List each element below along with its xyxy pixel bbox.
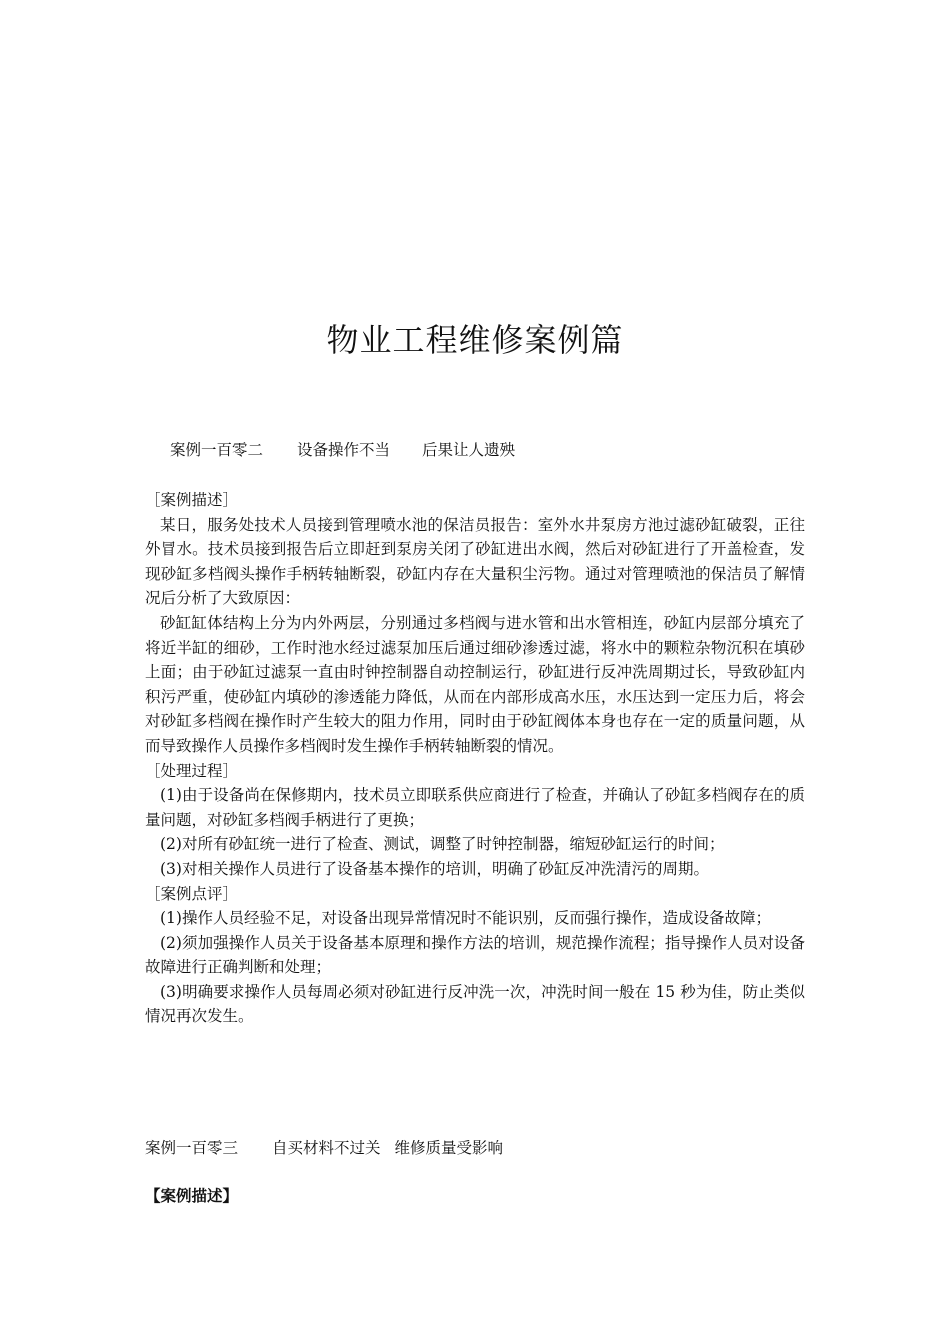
section-label-review: ［案例点评］ xyxy=(145,884,239,903)
case-103-subtitle-2: 维修质量受影响 xyxy=(394,1139,504,1157)
process-item-3: (3)对相关操作人员进行了设备基本操作的培训，明确了砂缸反冲洗清污的周期。 xyxy=(160,859,709,878)
process-item-2: (2)对所有砂缸统一进行了检查、测试，调整了时钟控制器，缩短砂缸运行的时间； xyxy=(160,835,725,854)
description-paragraph-2: 砂缸缸体结构上分为内外两层，分别通过多档阀与进水管和出水管相连，砂缸内层部分填充了将近半缸的细砂，工作时池水经过滤泵加压后通过细砂渗透过滤，将水中的颗粒杂物沉积在填砂上面；由于砂缸过滤泵一直由时钟控制器自动控制运行，砂缸进行反冲洗周期过长，导致砂缸内积污严重，使砂缸内填砂的渗透能力降低，从而在内部形成高水压，水压达到一定压力后，将会对砂缸多档阀在操作时产生较大的阻力作用，同时由于砂缸阀体本身也存在一定的质量问题，从而导致操作人员操作多档阀时发生操作手柄转轴断裂的情况。 xyxy=(145,613,805,755)
case-103-subtitle-1: 自买材料不过关 xyxy=(272,1139,381,1157)
case-102-subtitle-1: 设备操作不当 xyxy=(297,441,391,459)
section-label-description: ［案例描述］ xyxy=(145,491,239,509)
review-item-2: (2)须加强操作人员关于设备基本原理和操作方法的培训，规范操作流程；指导操作人员对设备故障进行正确判断和处理； xyxy=(145,933,805,977)
document-title: 物业工程维修案例篇 xyxy=(326,321,624,359)
case-103-number: 案例一百零三 xyxy=(145,1139,239,1157)
case-102-body xyxy=(145,488,805,1029)
section-label-process: ［处理过程］ xyxy=(145,761,239,780)
review-item-3: (3)明确要求操作人员每周必须对砂缸进行反冲洗一次，冲洗时间一般在 15 秒为佳，防止类似情况再次发生。 xyxy=(145,982,805,1026)
case-103-heading xyxy=(145,1136,503,1160)
case-102-heading xyxy=(170,438,515,462)
case-102-number: 案例一百零二 xyxy=(170,441,264,459)
review-item-1: (1)操作人员经验不足，对设备出现异常情况时不能识别，反而强行操作，造成设备故障； xyxy=(160,909,771,928)
process-item-1: (1)由于设备尚在保修期内，技术员立即联系供应商进行了检查，并确认了砂缸多档阀存在的质量问题，对砂缸多档阀手柄进行了更换； xyxy=(145,786,805,829)
description-paragraph-1: 某日，服务处技术人员接到管理喷水池的保洁员报告：室外水井泵房方池过滤砂缸破裂，正往外冒水。技术员接到报告后立即赶到泵房关闭了砂缸进出水阀，然后对砂缸进行了开盖检查，发现砂缸多档阀头操作手柄转轴断裂，砂缸内存在大量积尘污物。通过对管理喷池的保洁员了解情况后分析了大致原因： xyxy=(145,515,805,608)
case-103-section-label-description: 【案例描述】 xyxy=(145,1186,239,1205)
case-102-subtitle-2: 后果让人遗殃 xyxy=(422,441,516,459)
